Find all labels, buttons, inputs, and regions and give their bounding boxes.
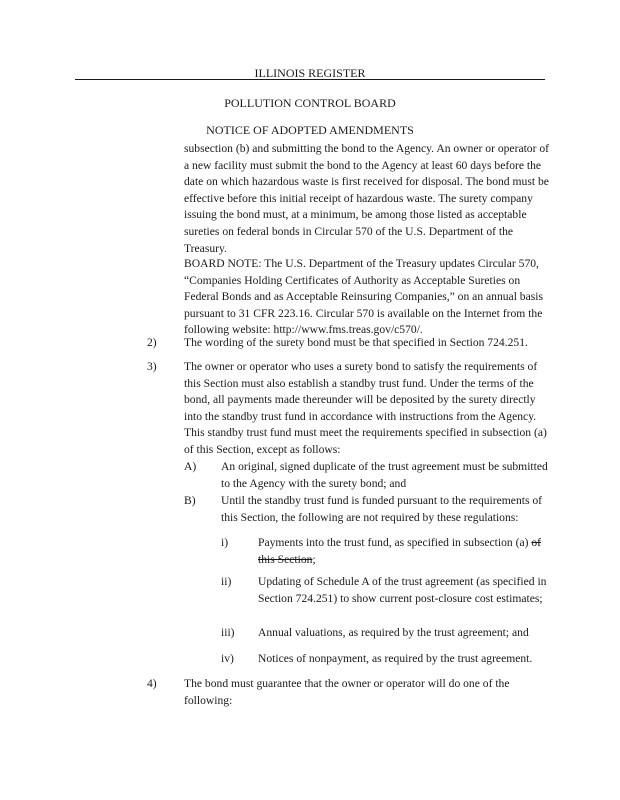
board-title: POLLUTION CONTROL BOARD (224, 96, 396, 110)
item-2-text: The wording of the surety bond must be that specified in Section 724.251. (184, 336, 528, 349)
item-i-struck-text: of this Section (258, 536, 542, 566)
item-i-number: i) (221, 536, 229, 549)
item-B-text: Until the standby trust fund is funded pursuant to the requirements of this Section, the following are not required by these regulations: (221, 494, 543, 524)
header-rule (75, 79, 545, 80)
item-iv-number: iv) (221, 652, 234, 665)
item-A-text: An original, signed duplicate of the trust agreement must be submitted to the Agency with the surety bond; and (221, 460, 548, 490)
item-ii-number: ii) (221, 575, 232, 588)
item-i-semicolon: ; (312, 552, 316, 566)
item-B-number: B) (184, 494, 196, 507)
item-3-text: The owner or operator who uses a surety bond to satisfy the requirements of this Section must also establish a standby trust fund. Under the terms of the bond, all payments made thereunder will be deposited by the surety directly into the standby trust fund in accordance with instructions from the Agency. This standby trust fund must meet the requirements specified in subsection (a) of this Section, except as follows: (184, 360, 547, 456)
item-A-number: A) (184, 460, 197, 473)
register-title: ILLINOIS REGISTER (254, 66, 366, 80)
item-iii-number: iii) (221, 626, 235, 639)
continuation-paragraph: subsection (b) and submitting the bond to the Agency. An owner or operator of a new facility must submit the bond to the Agency at least 60 days before the date on which hazardous waste is first received for disposal. The bond must be effective before this initial receipt of hazardous waste. The surety company issuing the bond must, at a minimum, be among those listed as acceptable sureties on federal bonds in Circular 570 of the U.S. Department of the Treasury. (184, 142, 550, 255)
item-2-number: 2) (147, 336, 157, 349)
item-4-number: 4) (147, 677, 157, 690)
item-4-text: The bond must guarantee that the owner or operator will do one of the following: (184, 677, 510, 707)
board-note: BOARD NOTE: The U.S. Department of the Treasury updates Circular 570, “Companies Holding Certificates of Authority as Acceptable Sureties on Federal Bonds and as Acceptable Reinsuring Companies,” on an annual basis pursuant to 31 CFR 223.16. Circular 570 is available on the Internet from the following website: http://www.fms.treas.gov/c570/. (184, 257, 543, 337)
notice-title: NOTICE OF ADOPTED AMENDMENTS (206, 123, 414, 137)
item-ii-text: Updating of Schedule A of the trust agreement (as specified in Section 724.251) to show current post-closure cost estimates; (258, 575, 547, 605)
item-iv-text: Notices of nonpayment, as required by the trust agreement. (258, 652, 533, 665)
item-i-text-main: Payments into the trust fund, as specified in subsection (a) (258, 536, 529, 549)
item-iii-text: Annual valuations, as required by the trust agreement; and (258, 626, 529, 639)
item-i-text (258, 535, 558, 568)
item-3-number: 3) (147, 360, 157, 373)
